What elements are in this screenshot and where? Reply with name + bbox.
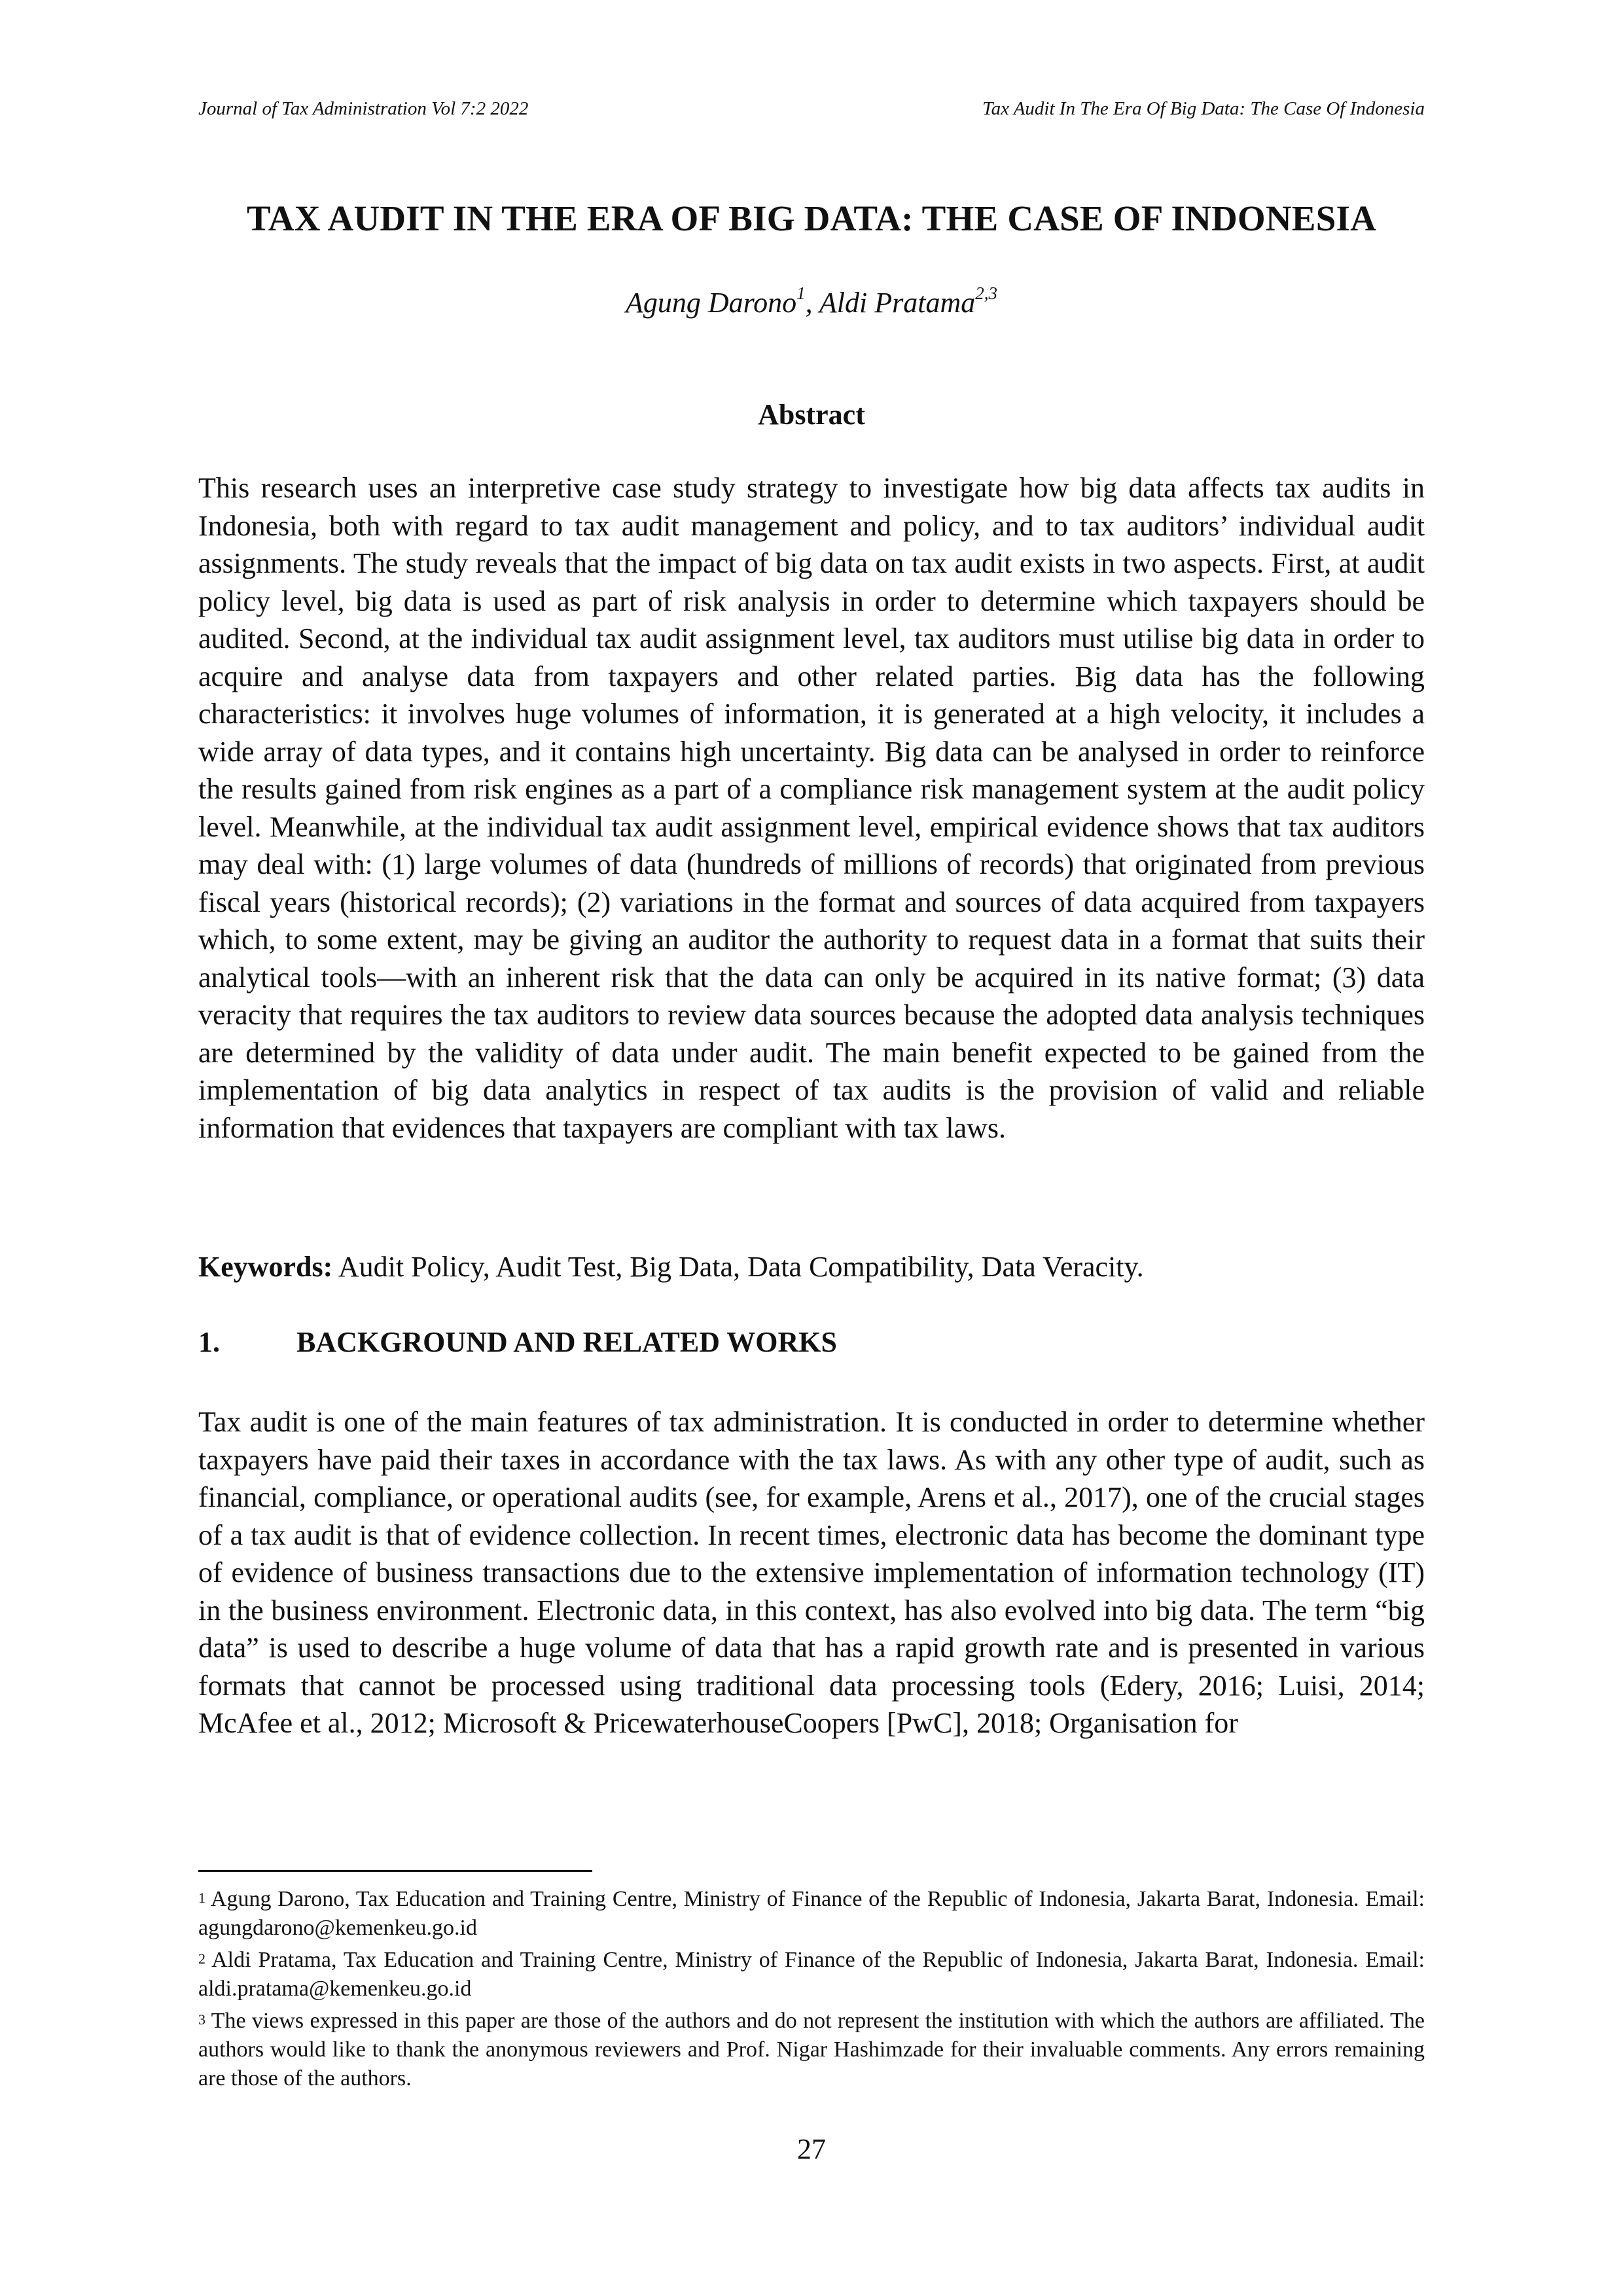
footnote-mark: 3 bbox=[198, 2011, 205, 2028]
running-head-short-title: Tax Audit In The Era Of Big Data: The Case Of Indonesia bbox=[982, 98, 1425, 119]
footnotes bbox=[198, 1885, 1425, 2096]
footnote-divider bbox=[198, 1870, 592, 1872]
footnote-mark: 2 bbox=[198, 1950, 205, 1967]
abstract-heading: Abstract bbox=[758, 399, 865, 431]
author-name: Agung Darono bbox=[626, 287, 797, 319]
footnote bbox=[198, 2007, 1425, 2093]
author-affiliation-mark: 2,3 bbox=[975, 283, 997, 303]
running-head bbox=[198, 98, 1425, 124]
keywords bbox=[198, 1248, 1425, 1286]
footnote bbox=[198, 1885, 1425, 1943]
footnote-text: The views expressed in this paper are those of the authors and do not represent the institution with which the authors are affiliated. The authors would like to thank the anonymous reviewers and Prof. Nigar Hashimzade for their invaluable comments. Any errors remaining are those of the authors. bbox=[198, 2009, 1425, 2090]
footnote-text: Agung Darono, Tax Education and Training Centre, Ministry of Finance of the Republic of Indonesia, Jakarta Barat, Indonesia. Email: agungdarono@kemenkeu.go.id bbox=[198, 1887, 1425, 1940]
page-number: 27 bbox=[797, 2133, 826, 2165]
section-number: 1. bbox=[198, 1326, 220, 1358]
keywords-list: Audit Policy, Audit Test, Big Data, Data Compatibility, Data Veracity. bbox=[332, 1251, 1144, 1283]
section-title: BACKGROUND AND RELATED WORKS bbox=[296, 1326, 837, 1358]
paper-title: TAX AUDIT IN THE ERA OF BIG DATA: THE CASE OF INDONESIA bbox=[246, 198, 1377, 238]
keywords-label: Keywords: bbox=[198, 1251, 333, 1283]
footnote bbox=[198, 1946, 1425, 2003]
section-heading bbox=[198, 1325, 837, 1359]
footnote-mark: 1 bbox=[198, 1890, 205, 1906]
footnote-text: Aldi Pratama, Tax Education and Training Centre, Ministry of Finance of the Republic of Indonesia, Jakarta Barat, Indonesia. Email: aldi.pratama@kemenkeu.go.id bbox=[198, 1948, 1425, 2001]
author-affiliation-mark: 1 bbox=[796, 283, 806, 303]
author-name: Aldi Pratama bbox=[819, 287, 976, 319]
section-body-text: Tax audit is one of the main features of tax administration. It is conducted in order to determine whether taxpayers have paid their taxes in accordance with the tax laws. As with any other type of audit, such as financial, compliance, or operational audits (see, for example, Arens et al., 2017), one of the crucial stages of a tax audit is that of evidence collection. In recent times, electronic data has become the dominant type of evidence of business transactions due to the extensive implementation of information technology (IT) in the business environment. Electronic data, in this context, has also evolved into big data. The term “big data” is used to describe a huge volume of data that has a rapid growth rate and is presented in various formats that cannot be processed using traditional data processing tools (Edery, 2016; Luisi, 2014; McAfee et al., 2012; Microsoft & PricewaterhouseCoopers [PwC], 2018; Organisation for bbox=[198, 1406, 1425, 1739]
running-head-journal: Journal of Tax Administration Vol 7:2 2022 bbox=[198, 98, 529, 119]
author-list bbox=[198, 283, 1425, 319]
abstract-text: This research uses an interpretive case study strategy to investigate how big data affects tax audits in Indonesia, both with regard to tax audit management and policy, and to tax auditors’ individual audit assignments. The study reveals that the impact of big data on tax audit exists in two aspects. First, at audit policy level, big data is used as part of risk analysis in order to determine which taxpayers should be audited. Second, at the individual tax audit assignment level, tax auditors must utilise big data in order to acquire and analyse data from taxpayers and other related parties. Big data has the following characteristics: it involves huge volumes of information, it is generated at a high velocity, it includes a wide array of data types, and it contains high uncertainty. Big data can be analysed in order to reinforce the results gained from risk engines as a part of a compliance risk management system at the audit policy level. Meanwhile, at the individual tax audit assignment level, empirical evidence shows that tax auditors may deal with: (1) large volumes of data (hundreds of millions of records) that originated from previous fiscal years (historical records); (2) variations in the format and sources of data acquired from taxpayers which, to some extent, may be giving an auditor the authority to request data in a format that suits their analytical tools—with an inherent risk that the data can only be acquired in its native format; (3) data veracity that requires the tax auditors to review data sources because the adopted data analysis techniques are determined by the validity of data under audit. The main benefit expected to be gained from the implementation of big data analytics in respect of tax audits is the provision of valid and reliable information that evidences that taxpayers are compliant with tax laws. bbox=[198, 472, 1425, 1144]
author-separator: , bbox=[805, 287, 819, 319]
